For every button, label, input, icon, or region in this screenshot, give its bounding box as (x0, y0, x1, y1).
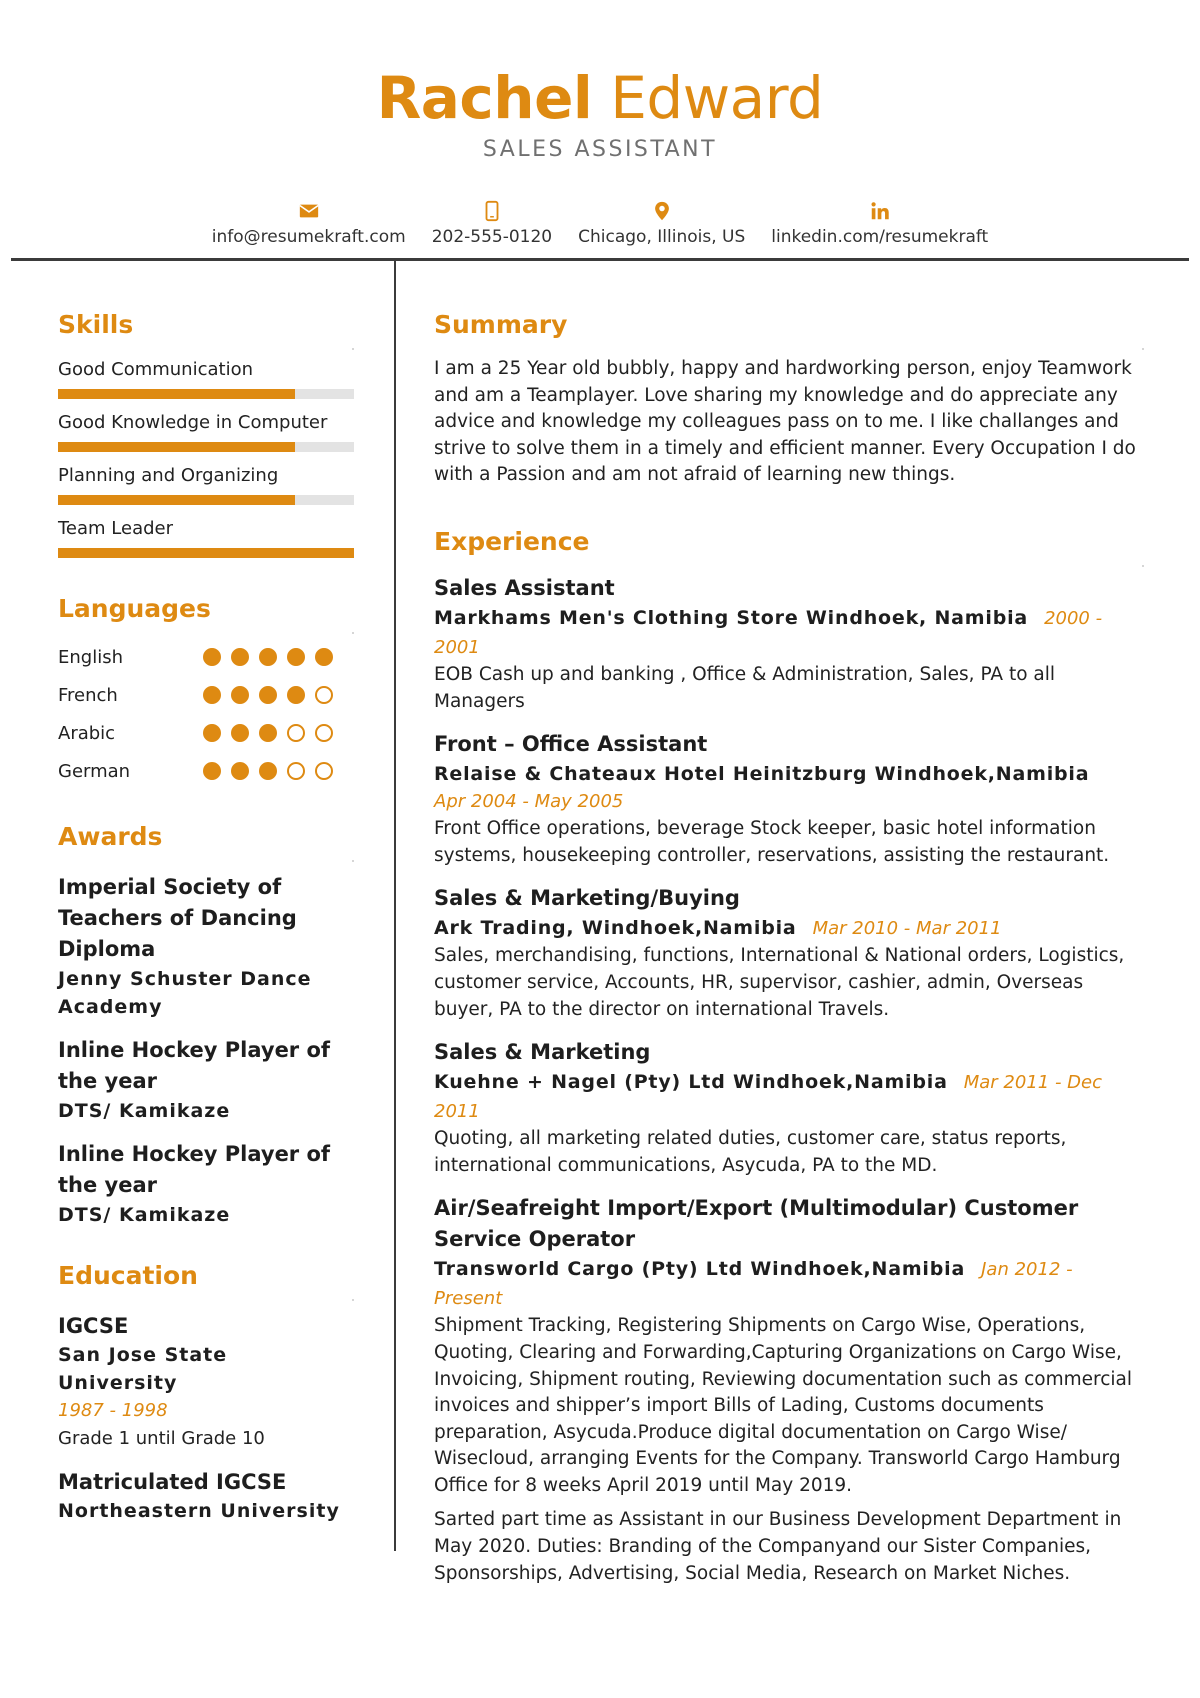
language-rating (203, 648, 343, 666)
linkedin-icon (869, 200, 891, 222)
job-item (434, 573, 1144, 715)
education-list (58, 1311, 354, 1525)
rating-dot-filled (203, 686, 221, 704)
rating-dot-filled (231, 762, 249, 780)
education-school: Northeastern University (58, 1500, 340, 1522)
skill-item (58, 463, 354, 505)
awards-list (58, 872, 354, 1229)
job-title: Front – Office Assistant (434, 732, 708, 757)
language-name: Arabic (58, 722, 116, 744)
contact-phone-text: 202-555-0120 (431, 227, 553, 247)
job-company-line (434, 604, 1144, 662)
language-rating (203, 724, 343, 742)
award-title: Inline Hockey Player of the year (58, 1038, 331, 1093)
job-date: 2000 - 2001 (434, 607, 1103, 658)
job-date: Jan 2012 - Present (434, 1259, 1073, 1310)
experience-heading: Experience (434, 521, 1144, 563)
skill-bar-fill (58, 442, 295, 452)
skill-name: Good Knowledge in Computer (58, 412, 328, 433)
skill-bar (58, 442, 354, 452)
contact-bar (0, 200, 1200, 247)
job-company: Ark Trading, Windhoek,Namibia (434, 917, 797, 940)
rating-dot-filled (259, 648, 277, 666)
job-item (434, 883, 1144, 1023)
skill-item (58, 516, 354, 558)
job-additional-paragraph: Sarted part time as Assistant in our Business Development Department in May 2020. Duties: Branding of the Companyand our Sister Companies, Sponsorships, Advertising, Social Media, Research on Market Niches. (434, 1509, 1122, 1584)
last-name: Edward (610, 64, 824, 132)
skill-name: Team Leader (58, 518, 174, 539)
contact-linkedin-text: linkedin.com/resumekraft (771, 227, 989, 247)
job-description: EOB Cash up and banking , Office & Administration, Sales, PA to all Managers (434, 663, 1056, 712)
skill-name: Good Communication (58, 359, 253, 380)
contact-location-text: Chicago, Illinois, US (578, 227, 746, 247)
rating-dot-empty (287, 762, 305, 780)
summary-text: I am a 25 Year old bubbly, happy and hardworking person, enjoy Teamwork and am a Teamplayer. Love sharing my knowledge and do appreciate any advice and knowledge my colleagues pass on to me. I like challanges and strive to solve them in a timely and efficient manner. Every Occupation I do with a Passion and am not afraid of learning new things. (434, 358, 1136, 486)
skill-bar (58, 495, 354, 505)
award-organization: DTS/ Kamikaze (58, 1100, 231, 1122)
contact-email-text: info@resumekraft.com (211, 227, 406, 247)
rating-dot-filled (231, 686, 249, 704)
contact-email[interactable] (212, 200, 406, 247)
job-item (434, 1193, 1144, 1587)
job-company: Transworld Cargo (Pty) Ltd Windhoek,Namibia (434, 1258, 966, 1281)
job-title: SALES ASSISTANT (482, 137, 718, 162)
education-degree: IGCSE (58, 1314, 129, 1338)
languages-list (58, 638, 354, 790)
job-title: Sales & Marketing/Buying (434, 886, 740, 911)
rating-dot-filled (259, 762, 277, 780)
skill-item (58, 410, 354, 452)
job-item (434, 729, 1144, 869)
contact-linkedin[interactable] (771, 200, 988, 247)
job-title: Sales & Marketing (434, 1040, 651, 1065)
education-degree: Matriculated IGCSE (58, 1470, 287, 1494)
rating-dot-empty (315, 686, 333, 704)
award-item (58, 872, 354, 1021)
rating-dot-filled (287, 648, 305, 666)
left-column (58, 304, 354, 1525)
award-organization: Jenny Schuster Dance Academy (58, 968, 312, 1018)
job-company: Markhams Men's Clothing Store Windhoek, Namibia (434, 606, 1029, 629)
award-item (58, 1139, 354, 1229)
job-date: Mar 2011 - Dec 2011 (434, 1072, 1103, 1123)
skill-bar (58, 389, 354, 399)
rating-dot-filled (259, 724, 277, 742)
skills-list (58, 357, 354, 558)
education-heading: Education (58, 1255, 354, 1297)
rating-dot-filled (203, 762, 221, 780)
contact-phone[interactable] (432, 200, 552, 247)
rating-dot-filled (315, 648, 333, 666)
job-company-line (434, 1068, 1144, 1126)
skill-item (58, 357, 354, 399)
education-item (58, 1467, 354, 1525)
education-date: 1987 - 1998 (58, 1400, 168, 1421)
job-company-line (434, 914, 1144, 943)
envelope-icon (298, 200, 320, 222)
language-rating (203, 762, 343, 780)
job-title: Sales Assistant (434, 575, 615, 600)
rating-dot-filled (203, 724, 221, 742)
language-item (58, 714, 354, 752)
language-item (58, 752, 354, 790)
language-item (58, 676, 354, 714)
location-pin-icon (651, 200, 673, 222)
award-organization: DTS/ Kamikaze (58, 1204, 231, 1226)
awards-heading: Awards (58, 816, 354, 858)
rating-dot-filled (231, 648, 249, 666)
education-item (58, 1311, 354, 1453)
job-company: Relaise & Chateaux Hotel Heinitzburg Windhoek,Namibia (434, 763, 1090, 786)
summary-heading: Summary (434, 304, 1144, 346)
skill-bar (58, 548, 354, 558)
candidate-name (0, 62, 1200, 134)
first-name: Rachel (376, 64, 593, 132)
rating-dot-filled (203, 648, 221, 666)
job-description: Front Office operations, beverage Stock keeper, basic hotel information systems, housekeeping controller, reservations, assisting the restaurant. (434, 818, 1110, 866)
skill-bar-fill (58, 495, 295, 505)
skill-name: Planning and Organizing (58, 465, 279, 486)
language-name: French (58, 684, 118, 706)
award-title: Imperial Society of Teachers of Dancing Diploma (58, 875, 297, 961)
skill-bar-fill (58, 548, 354, 558)
language-name: German (58, 760, 131, 782)
language-name: English (58, 646, 123, 668)
rating-dot-filled (259, 686, 277, 704)
job-description: Sales, merchandising, functions, International & National orders, Logistics, customer service, Accounts, HR, supervisor, cashier, admin, Overseas buyer, PA to the director on international Travels. (434, 945, 1125, 1020)
rating-dot-empty (315, 724, 333, 742)
education-school: San Jose State University (58, 1344, 228, 1394)
award-title: Inline Hockey Player of the year (58, 1142, 331, 1197)
award-item (58, 1035, 354, 1125)
job-company-line (434, 760, 1144, 816)
rating-dot-filled (287, 686, 305, 704)
languages-heading: Languages (58, 588, 354, 630)
job-date: Apr 2004 - May 2005 (434, 791, 624, 813)
experience-list (434, 573, 1144, 1587)
phone-icon (481, 200, 503, 222)
education-description: Grade 1 until Grade 10 (58, 1428, 265, 1449)
contact-location (578, 200, 745, 247)
rating-dot-empty (287, 724, 305, 742)
skill-bar-fill (58, 389, 295, 399)
job-item (434, 1037, 1144, 1179)
language-item (58, 638, 354, 676)
column-divider (394, 261, 396, 1551)
rating-dot-filled (231, 724, 249, 742)
right-column (434, 304, 1144, 1587)
rating-dot-empty (315, 762, 333, 780)
skills-heading: Skills (58, 304, 354, 346)
job-description: Quoting, all marketing related duties, customer care, status reports, international communications, Asycuda, PA to the MD. (434, 1128, 1067, 1176)
job-company-line (434, 1255, 1144, 1313)
job-date: Mar 2010 - Mar 2011 (812, 918, 1002, 940)
language-rating (203, 686, 343, 704)
job-company: Kuehne + Nagel (Pty) Ltd Windhoek,Namibia (434, 1071, 948, 1094)
job-description: Shipment Tracking, Registering Shipments on Cargo Wise, Operations, Quoting, Clearing and Forwarding,Capturing Organizations on Cargo Wise, Invoicing, Shipment routing, Reviewing documentation such as commercial invoices and shipper’s import Bills of Lading, Customs documents preparation, Asycuda.Produce digital documentation on Cargo Wise/ Wisecloud, arranging Events for the Company. Transworld Cargo Hamburg Office for 8 weeks April 2019 until May 2019. (434, 1315, 1132, 1496)
job-title: Air/Seafreight Import/Export (Multimodular) Customer Service Operator (434, 1196, 1079, 1252)
header-divider (11, 258, 1189, 261)
